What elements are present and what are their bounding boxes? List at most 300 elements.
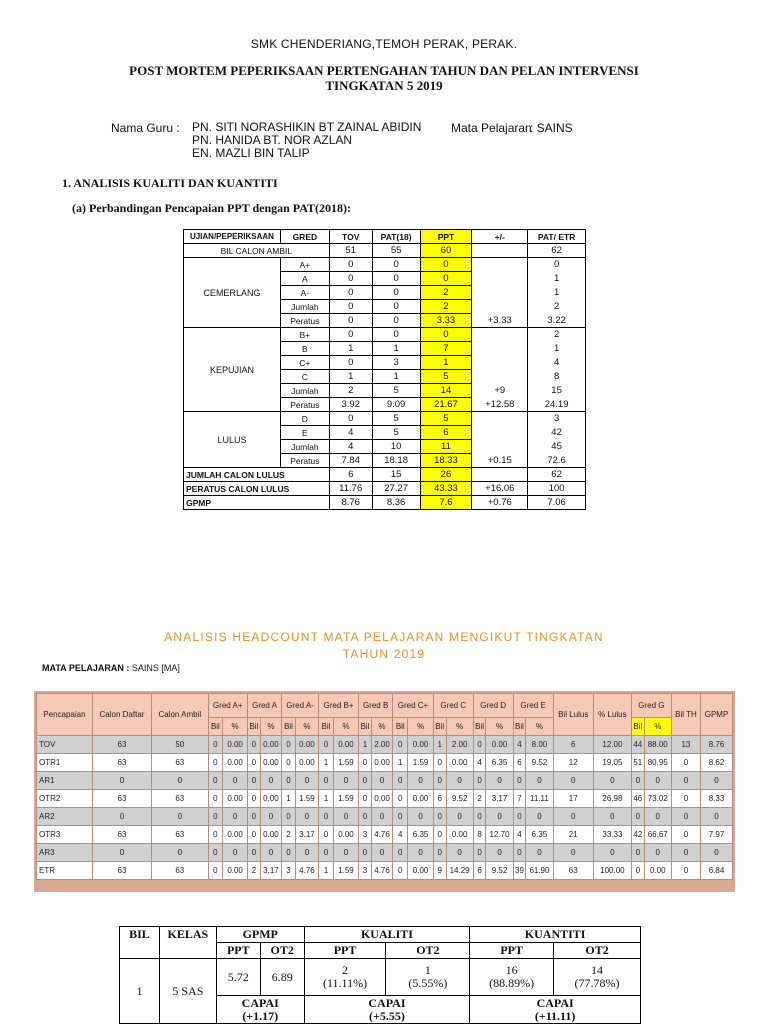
table-cell: 0 bbox=[420, 258, 472, 272]
table-row bbox=[184, 496, 586, 510]
table-cell: 0 bbox=[92, 772, 151, 790]
table-cell: 0 bbox=[671, 844, 700, 862]
table-cell: 0 bbox=[671, 772, 700, 790]
grade-header: Gred C+ bbox=[393, 694, 434, 718]
column-header: Calon Daftar bbox=[92, 694, 151, 736]
table-header-row bbox=[37, 694, 733, 718]
table-cell: A bbox=[280, 272, 329, 286]
teacher-names bbox=[192, 121, 421, 160]
table-cell: 0 bbox=[513, 808, 526, 826]
table-cell bbox=[472, 300, 528, 314]
table-cell: 0 bbox=[393, 736, 408, 754]
table-row bbox=[37, 772, 733, 790]
table-cell: Jumlah bbox=[280, 440, 329, 454]
table-cell: 9.52 bbox=[526, 754, 553, 772]
table-cell: 0 bbox=[260, 844, 281, 862]
column-header: PAT(18) bbox=[372, 230, 420, 244]
table-cell: 0.00 bbox=[371, 790, 392, 808]
table-cell: 0 bbox=[671, 862, 700, 880]
table-cell: 0 bbox=[333, 844, 358, 862]
subject-value: : SAINS bbox=[530, 121, 573, 135]
kuantiti-ot2-count: 14 bbox=[591, 963, 604, 977]
table-cell: 1 bbox=[319, 754, 334, 772]
table-cell: 60 bbox=[420, 244, 472, 258]
table-cell: 66.67 bbox=[644, 826, 671, 844]
column-header: UJIAN/PEPERIKSAAN bbox=[184, 230, 281, 244]
table-cell: 6 bbox=[329, 468, 372, 482]
table-cell: 4 bbox=[513, 736, 526, 754]
table-cell: 0 bbox=[393, 808, 408, 826]
table-cell: +16.06 bbox=[472, 482, 528, 496]
table-row bbox=[184, 328, 586, 342]
table-cell: 0 bbox=[260, 808, 281, 826]
table-cell: 0 bbox=[208, 790, 223, 808]
table-cell: 63 bbox=[152, 826, 208, 844]
table-cell: 8.00 bbox=[526, 736, 553, 754]
table-cell: 0.00 bbox=[223, 754, 248, 772]
table-cell: 7 bbox=[420, 342, 472, 356]
table-cell: 3.92 bbox=[329, 398, 372, 412]
table-cell: 8.76 bbox=[329, 496, 372, 510]
grade-header: Gred E bbox=[513, 694, 553, 718]
table-cell: 0.00 bbox=[295, 754, 318, 772]
table-cell bbox=[472, 272, 528, 286]
capai-gpmp bbox=[216, 996, 304, 1024]
table-cell: 21 bbox=[553, 826, 593, 844]
table-cell: 1 bbox=[420, 356, 472, 370]
table-cell: 0 bbox=[372, 300, 420, 314]
table-cell: 0 bbox=[553, 808, 593, 826]
subheader-bil: Bil bbox=[473, 718, 486, 736]
table-cell: 55 bbox=[372, 244, 420, 258]
table-cell: 26 bbox=[420, 468, 472, 482]
table-cell: 24.19 bbox=[528, 398, 586, 412]
table-cell: 0 bbox=[295, 844, 318, 862]
table-cell: 1 bbox=[359, 736, 372, 754]
table-cell: 0 bbox=[329, 258, 372, 272]
table-cell: 73.02 bbox=[644, 790, 671, 808]
table-cell: 0 bbox=[333, 808, 358, 826]
table-cell: 0.00 bbox=[223, 736, 248, 754]
table-cell: 0 bbox=[319, 772, 334, 790]
subheader-bil: Bil bbox=[359, 718, 372, 736]
kualiti-ppt-percent: (11.11%) bbox=[323, 976, 368, 990]
capai-kuantiti-value: (+11.11) bbox=[534, 1008, 576, 1023]
table-cell: 2 bbox=[528, 328, 586, 342]
grade-header: Gred B bbox=[359, 694, 393, 718]
table-cell: 0 bbox=[152, 772, 208, 790]
table-cell: 0 bbox=[282, 844, 296, 862]
table-cell: 0 bbox=[333, 772, 358, 790]
table-cell: 14.29 bbox=[446, 862, 473, 880]
table-cell: 0 bbox=[371, 808, 392, 826]
column-header: Bil Lulus bbox=[553, 694, 593, 736]
teacher-name: EN. MAZLI BIN TALIP bbox=[192, 146, 310, 160]
table-cell: 4.76 bbox=[295, 862, 318, 880]
table-cell: 3.17 bbox=[295, 826, 318, 844]
table-cell: 63 bbox=[553, 862, 593, 880]
table-cell: 2 bbox=[420, 286, 472, 300]
table-cell: 0 bbox=[208, 808, 223, 826]
headcount-table bbox=[36, 693, 733, 880]
table-cell: 0 bbox=[208, 736, 223, 754]
table-cell: 51 bbox=[631, 754, 644, 772]
table-cell: 1.59 bbox=[408, 754, 433, 772]
row-label: ETR bbox=[37, 862, 93, 880]
table-cell: 4 bbox=[473, 754, 486, 772]
table-row bbox=[37, 754, 733, 772]
table-cell: 0 bbox=[295, 772, 318, 790]
header-kuantiti: KUANTITI bbox=[470, 927, 641, 943]
table-cell: 0 bbox=[631, 844, 644, 862]
table-cell: 0 bbox=[671, 790, 700, 808]
table-cell: 0 bbox=[486, 844, 513, 862]
table-cell: 2 bbox=[247, 862, 260, 880]
row-kelas: 5 SAS bbox=[159, 959, 216, 1024]
table-cell: 0 bbox=[152, 808, 208, 826]
table-cell: +12.58 bbox=[472, 398, 528, 412]
table-cell: 0 bbox=[329, 300, 372, 314]
table-cell: Peratus bbox=[280, 314, 329, 328]
column-header: TOV bbox=[329, 230, 372, 244]
table-cell: 44 bbox=[631, 736, 644, 754]
table-cell: 62 bbox=[528, 468, 586, 482]
table-cell: 11.11 bbox=[526, 790, 553, 808]
table-cell bbox=[472, 286, 528, 300]
table-cell: 0 bbox=[433, 808, 446, 826]
table-cell: 1.59 bbox=[333, 862, 358, 880]
subheader-percent: % bbox=[446, 718, 473, 736]
subject-caption bbox=[42, 663, 180, 673]
table-cell: 0 bbox=[247, 736, 260, 754]
row-label: OTR1 bbox=[37, 754, 93, 772]
table-cell: 0 bbox=[247, 826, 260, 844]
table-cell: 0 bbox=[329, 286, 372, 300]
kualiti-ppt bbox=[304, 959, 386, 996]
table-cell: 0.00 bbox=[260, 754, 281, 772]
table-cell: 63 bbox=[92, 736, 151, 754]
table-cell: 50 bbox=[152, 736, 208, 754]
table-cell: 4 bbox=[513, 826, 526, 844]
table-cell: 63 bbox=[92, 826, 151, 844]
grade-header: Gred A- bbox=[282, 694, 319, 718]
section-heading: 1. ANALISIS KUALITI DAN KUANTITI bbox=[62, 176, 278, 190]
column-header: +/- bbox=[472, 230, 528, 244]
table-cell: B+ bbox=[280, 328, 329, 342]
table-cell: D bbox=[280, 412, 329, 426]
table-cell bbox=[472, 328, 528, 342]
table-row bbox=[37, 808, 733, 826]
table-cell bbox=[472, 258, 528, 272]
table-row bbox=[184, 258, 586, 272]
table-cell: 0 bbox=[393, 862, 408, 880]
table-cell: 12.70 bbox=[486, 826, 513, 844]
table-cell: 2 bbox=[420, 300, 472, 314]
table-row bbox=[184, 412, 586, 426]
table-cell: 6.35 bbox=[486, 754, 513, 772]
table-cell: 0 bbox=[319, 826, 334, 844]
table-cell: 100 bbox=[528, 482, 586, 496]
table-cell: 46 bbox=[631, 790, 644, 808]
table-cell: 0.00 bbox=[371, 754, 392, 772]
table-cell: 7.6 bbox=[420, 496, 472, 510]
grade-header: Gred B+ bbox=[319, 694, 359, 718]
table-cell: 18.18 bbox=[372, 454, 420, 468]
table-cell: 0 bbox=[329, 412, 372, 426]
table-cell: 11.76 bbox=[329, 482, 372, 496]
table-cell: 3.17 bbox=[486, 790, 513, 808]
table-cell: 0 bbox=[701, 808, 733, 826]
table-cell: 1 bbox=[372, 342, 420, 356]
gpmp-ppt: 5.72 bbox=[216, 959, 260, 996]
header-ot2: OT2 bbox=[386, 943, 470, 959]
grade-header: Gred G bbox=[631, 694, 671, 718]
table-cell: 8.62 bbox=[701, 754, 733, 772]
capai-kuantiti bbox=[470, 996, 641, 1024]
table-cell: 6.35 bbox=[408, 826, 433, 844]
table-cell: 0 bbox=[372, 272, 420, 286]
subheader-percent: % bbox=[486, 718, 513, 736]
table-cell: Jumlah bbox=[280, 384, 329, 398]
group-label: KEPUJIAN bbox=[184, 328, 281, 412]
table-cell: 0.00 bbox=[295, 736, 318, 754]
table-cell: 0 bbox=[433, 754, 446, 772]
capai-kualiti-value: (+5.55) bbox=[369, 1008, 405, 1023]
table-cell: 3 bbox=[528, 412, 586, 426]
table-row bbox=[37, 736, 733, 754]
table-cell: 0.00 bbox=[260, 826, 281, 844]
table-cell: 0.00 bbox=[486, 736, 513, 754]
subheader-percent: % bbox=[644, 718, 671, 736]
column-header: Bil TH bbox=[671, 694, 700, 736]
table-cell: 0 bbox=[486, 808, 513, 826]
table-cell: 4 bbox=[528, 356, 586, 370]
subheader-bil: Bil bbox=[247, 718, 260, 736]
table-cell: 7.06 bbox=[528, 496, 586, 510]
capai-label: CAPAI bbox=[368, 995, 406, 1010]
subheader-percent: % bbox=[223, 718, 248, 736]
teacher-label: Nama Guru : bbox=[111, 121, 180, 135]
table-row bbox=[37, 826, 733, 844]
table-cell: 0 bbox=[393, 790, 408, 808]
table-cell: 0 bbox=[408, 844, 433, 862]
table-cell: 0 bbox=[282, 736, 296, 754]
table-cell: 0 bbox=[631, 862, 644, 880]
table-cell: 63 bbox=[152, 862, 208, 880]
table-cell: 0 bbox=[329, 272, 372, 286]
table-cell: 0 bbox=[446, 808, 473, 826]
table-cell: 0 bbox=[282, 772, 296, 790]
table-cell: 5 bbox=[372, 384, 420, 398]
table-cell: 1 bbox=[372, 370, 420, 384]
table-cell: 6.84 bbox=[701, 862, 733, 880]
table-cell: 0.00 bbox=[446, 826, 473, 844]
table-cell: 0 bbox=[223, 808, 248, 826]
header-gpmp: GPMP bbox=[216, 927, 304, 943]
table-cell: 0 bbox=[553, 844, 593, 862]
table-row bbox=[37, 790, 733, 808]
table-cell: 0 bbox=[319, 844, 334, 862]
table-cell: 1 bbox=[528, 272, 586, 286]
table-cell: 0 bbox=[208, 862, 223, 880]
table-row bbox=[184, 468, 586, 482]
table-cell: 0 bbox=[644, 808, 671, 826]
table-row bbox=[37, 844, 733, 862]
kuantiti-ppt-count: 16 bbox=[505, 963, 518, 977]
table-cell: A+ bbox=[280, 258, 329, 272]
row-label: JUMLAH CALON LULUS bbox=[184, 468, 330, 482]
table-cell: 0 bbox=[408, 772, 433, 790]
table-cell: 3 bbox=[282, 862, 296, 880]
table-cell: 0 bbox=[671, 826, 700, 844]
table-cell: 0 bbox=[329, 328, 372, 342]
table-cell: B bbox=[280, 342, 329, 356]
table-cell: 15 bbox=[372, 468, 420, 482]
table-cell: 0 bbox=[359, 844, 372, 862]
column-header: % Lulus bbox=[593, 694, 631, 736]
table-cell: 0.00 bbox=[446, 754, 473, 772]
document-title bbox=[0, 63, 768, 93]
capai-kualiti bbox=[304, 996, 470, 1024]
table-cell: 63 bbox=[92, 790, 151, 808]
table-cell: Peratus bbox=[280, 454, 329, 468]
table-cell: 42 bbox=[528, 426, 586, 440]
table-cell: 12.00 bbox=[593, 736, 631, 754]
table-cell: C+ bbox=[280, 356, 329, 370]
table-cell: 33.33 bbox=[593, 826, 631, 844]
table-cell: 0 bbox=[208, 826, 223, 844]
table-cell: 0 bbox=[371, 844, 392, 862]
table-cell: 0 bbox=[92, 808, 151, 826]
row-label: OTR2 bbox=[37, 790, 93, 808]
kualiti-ppt-count: 2 bbox=[342, 963, 349, 977]
table-cell: 0 bbox=[295, 808, 318, 826]
table-cell: 0 bbox=[553, 772, 593, 790]
table-cell: 0 bbox=[420, 272, 472, 286]
table-cell: +3.33 bbox=[472, 314, 528, 328]
table-cell: 4 bbox=[393, 826, 408, 844]
table-cell: 1.59 bbox=[333, 754, 358, 772]
ppt-pat-comparison-table bbox=[183, 229, 586, 510]
table-cell: 0 bbox=[247, 844, 260, 862]
table-cell: 5 bbox=[372, 412, 420, 426]
table-cell: 3 bbox=[359, 826, 372, 844]
row-label: BIL CALON AMBIL bbox=[184, 244, 330, 258]
table-cell: 8 bbox=[473, 826, 486, 844]
table-cell: 14 bbox=[420, 384, 472, 398]
table-cell: 0.00 bbox=[408, 736, 433, 754]
header-ppt: PPT bbox=[470, 943, 554, 959]
class-summary-table bbox=[119, 926, 641, 1024]
table-cell: 0 bbox=[526, 844, 553, 862]
table-cell: 2.00 bbox=[446, 736, 473, 754]
table-cell: 7.84 bbox=[329, 454, 372, 468]
table-cell: 0 bbox=[486, 772, 513, 790]
headcount-title-line-2: TAHUN 2019 bbox=[342, 647, 426, 661]
capai-label: CAPAI bbox=[536, 995, 574, 1010]
gpmp-ot2: 6.89 bbox=[260, 959, 304, 996]
subject-label: Mata Pelajaran bbox=[451, 121, 532, 135]
row-label: AR1 bbox=[37, 772, 93, 790]
table-cell: 0 bbox=[208, 754, 223, 772]
table-cell: 0 bbox=[92, 844, 151, 862]
table-header-row bbox=[184, 230, 586, 244]
table-cell: 0 bbox=[319, 808, 334, 826]
table-cell: 0 bbox=[473, 772, 486, 790]
kuantiti-ot2 bbox=[554, 959, 641, 996]
table-cell: 3.33 bbox=[420, 314, 472, 328]
table-cell bbox=[472, 412, 528, 426]
table-cell: 88.00 bbox=[644, 736, 671, 754]
table-cell: 0 bbox=[433, 826, 446, 844]
table-cell: 0 bbox=[446, 844, 473, 862]
kualiti-ot2 bbox=[386, 959, 470, 996]
grade-header: Gred D bbox=[473, 694, 513, 718]
table-cell: 0 bbox=[701, 844, 733, 862]
teacher-name: PN. HANIDA BT. NOR AZLAN bbox=[192, 133, 353, 147]
capai-gpmp-value: (+1.17) bbox=[242, 1008, 279, 1023]
row-label: TOV bbox=[37, 736, 93, 754]
table-cell: 0.00 bbox=[223, 790, 248, 808]
column-header: GPMP bbox=[701, 694, 733, 736]
table-cell: 0 bbox=[359, 754, 372, 772]
table-cell: 0 bbox=[593, 808, 631, 826]
column-header: PAT/ ETR bbox=[528, 230, 586, 244]
subheader-bil: Bil bbox=[282, 718, 296, 736]
group-label: LULUS bbox=[184, 412, 281, 468]
table-cell: 10 bbox=[372, 440, 420, 454]
table-cell: 19.05 bbox=[593, 754, 631, 772]
column-header: GRED bbox=[280, 230, 329, 244]
table-cell: 2 bbox=[473, 790, 486, 808]
table-cell: 21.67 bbox=[420, 398, 472, 412]
subheader-percent: % bbox=[408, 718, 433, 736]
table-cell: 3.22 bbox=[528, 314, 586, 328]
table-cell: 0 bbox=[152, 844, 208, 862]
subheader-percent: % bbox=[333, 718, 358, 736]
row-label: OTR3 bbox=[37, 826, 93, 844]
table-cell: 0 bbox=[359, 772, 372, 790]
table-cell: 9.09 bbox=[372, 398, 420, 412]
table-cell: 0 bbox=[473, 808, 486, 826]
title-line-1: POST MORTEM PEPERIKSAAN PERTENGAHAN TAHUN DAN PELAN INTERVENSI bbox=[129, 63, 639, 78]
subject-caption-label: MATA PELAJARAN : bbox=[42, 663, 130, 673]
table-cell: 15 bbox=[528, 384, 586, 398]
table-cell: 0.00 bbox=[408, 862, 433, 880]
table-cell: 0 bbox=[393, 844, 408, 862]
table-cell: 0 bbox=[408, 808, 433, 826]
table-cell: 1 bbox=[319, 790, 334, 808]
table-cell: 0.00 bbox=[223, 862, 248, 880]
table-cell: +0.15 bbox=[472, 454, 528, 468]
table-cell: 4 bbox=[329, 426, 372, 440]
table-cell bbox=[472, 244, 528, 258]
kuantiti-ppt bbox=[470, 959, 554, 996]
table-cell: 0 bbox=[513, 844, 526, 862]
table-cell: Jumlah bbox=[280, 300, 329, 314]
table-cell: 0 bbox=[329, 356, 372, 370]
table-cell: 0 bbox=[671, 808, 700, 826]
subheader-percent: % bbox=[371, 718, 392, 736]
table-cell: 6 bbox=[420, 426, 472, 440]
table-cell: 1 bbox=[393, 754, 408, 772]
table-cell: 8.33 bbox=[701, 790, 733, 808]
table-cell: 0 bbox=[223, 844, 248, 862]
table-cell: 1 bbox=[433, 736, 446, 754]
row-label: GPMP bbox=[184, 496, 330, 510]
table-cell: 6 bbox=[473, 862, 486, 880]
table-cell: 62 bbox=[528, 244, 586, 258]
